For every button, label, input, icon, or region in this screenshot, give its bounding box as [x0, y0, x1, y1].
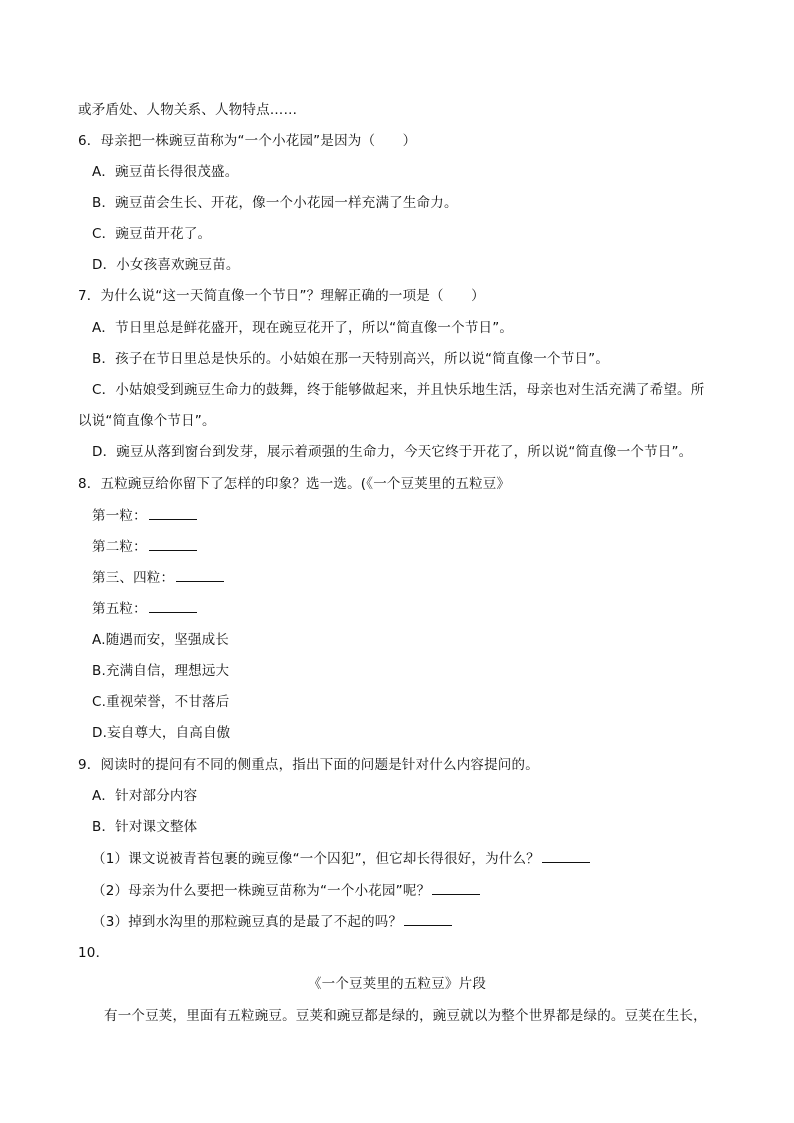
- answer-blank[interactable]: [149, 505, 197, 520]
- pea-2-line: [92, 536, 197, 557]
- text-line: 或矛盾处、人物关系、人物特点……: [78, 102, 298, 118]
- passage-paragraph: 有一个豆荚，里面有五粒豌豆。豆荚和豌豆都是绿的，豌豆就以为整个世界都是绿的。豆荚在生长，: [104, 1008, 707, 1024]
- option-7c: C．小姑娘受到豌豆生命力的鼓舞，终于能够做起来，并且快乐地生活，母亲也对生活充满了希望。所: [92, 382, 705, 398]
- pea-2-label: 第二粒：: [92, 539, 147, 555]
- choice-8d: D.妄自尊大，自高自傲: [92, 725, 231, 741]
- answer-blank[interactable]: [149, 598, 197, 613]
- sub-question-9-1-text: （1）课文说被青苔包裹的豌豆像“一个囚犯”，但它却长得很好，为什么？: [92, 851, 540, 867]
- option-7c-cont: 以说“简直像个节日”。: [78, 413, 216, 429]
- pea-3-4-line: [92, 567, 224, 588]
- pea-5-label: 第五粒：: [92, 601, 147, 617]
- pea-1-line: [92, 505, 197, 526]
- option-6c: C．豌豆苗开花了。: [92, 226, 212, 242]
- question-6: 6．母亲把一株豌豆苗称为“一个小花园”是因为（ ）: [78, 133, 417, 149]
- sub-question-9-2: [92, 880, 480, 901]
- pea-5-line: [92, 598, 197, 619]
- option-9b: B．针对课文整体: [92, 819, 198, 835]
- option-6a: A．豌豆苗长得很茂盛。: [92, 164, 239, 180]
- answer-blank[interactable]: [404, 911, 452, 926]
- option-6d: D．小女孩喜欢豌豆苗。: [92, 257, 240, 273]
- option-7b: B．孩子在节日里总是快乐的。小姑娘在那一天特别高兴，所以说“简直像一个节日”。: [92, 351, 610, 367]
- passage-title: 《一个豆荚里的五粒豆》片段: [307, 976, 487, 992]
- answer-blank[interactable]: [432, 880, 480, 895]
- option-7d: D．豌豆从落到窗台到发芽，展示着顽强的生命力，今天它终于开花了，所以说“简直像一个节日”。: [92, 444, 693, 460]
- sub-question-9-3-text: （3）掉到水沟里的那粒豌豆真的是最了不起的吗？: [92, 914, 403, 930]
- question-10: 10．: [78, 945, 110, 961]
- question-7: 7．为什么说“这一天简直像一个节日”？理解正确的一项是（ ）: [78, 288, 485, 304]
- answer-blank[interactable]: [542, 848, 590, 863]
- question-9: 9．阅读时的提问有不同的侧重点，指出下面的问题是针对什么内容提问的。: [78, 757, 539, 773]
- sub-question-9-2-text: （2）母亲为什么要把一株豌豆苗称为“一个小花园”呢？: [92, 883, 431, 899]
- question-8: 8．五粒豌豆给你留下了怎样的印象？选一选。(《一个豆荚里的五粒豆》: [78, 476, 511, 492]
- option-9a: A．针对部分内容: [92, 788, 198, 804]
- answer-blank[interactable]: [149, 536, 197, 551]
- sub-question-9-3: [92, 911, 452, 932]
- answer-blank[interactable]: [176, 567, 224, 582]
- choice-8b: B.充满自信，理想远大: [92, 663, 230, 679]
- choice-8c: C.重视荣誉，不甘落后: [92, 694, 230, 710]
- pea-3-4-label: 第三、四粒：: [92, 570, 175, 586]
- pea-1-label: 第一粒：: [92, 508, 147, 524]
- option-7a: A．节日里总是鲜花盛开，现在豌豆花开了，所以“简直像一个节日”。: [92, 320, 514, 336]
- choice-8a: A.随遇而安，坚强成长: [92, 632, 229, 648]
- sub-question-9-1: [92, 848, 590, 869]
- option-6b: B．豌豆苗会生长、开花，像一个小花园一样充满了生命力。: [92, 195, 458, 211]
